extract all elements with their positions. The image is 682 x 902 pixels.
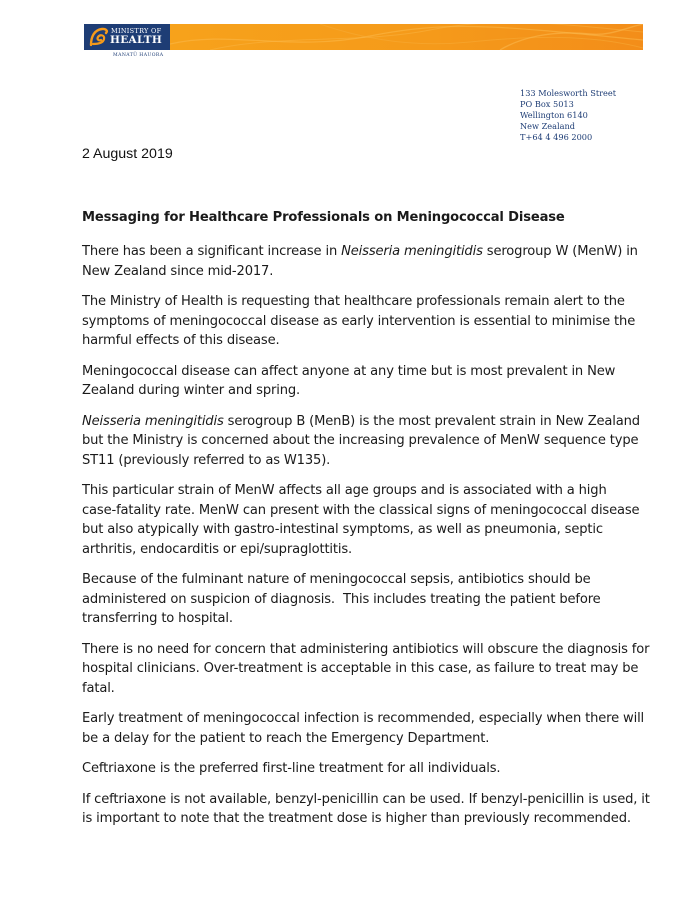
paragraph-1 <box>82 242 642 281</box>
paragraph-2 <box>82 292 642 351</box>
letterhead <box>84 24 643 60</box>
paragraph-line: symptoms of meningococcal disease as early intervention is essential to minimise the <box>82 313 636 329</box>
paragraph-line: but the Ministry is concerned about the increasing prevalence of MenW sequence type <box>82 433 639 448</box>
paragraph-line: Ceftriaxone is the preferred first-line treatment for all individuals. <box>82 761 501 776</box>
address-phone: T+64 4 496 2000 <box>520 132 593 142</box>
paragraph-line: is important to note that the treatment dose is higher than previously recommended. <box>82 811 631 826</box>
paragraph-line: but also atypically with gastro-intestinal symptoms, as well as pneumonia, septic <box>82 522 603 537</box>
logo-tagline: MANATŪ HAUORA <box>113 53 164 58</box>
text-run: serogroup W (MenW) in <box>482 244 638 259</box>
paragraph-8 <box>82 709 645 748</box>
text-run: serogroup B (MenB) is the most prevalent strain in New Zealand <box>223 413 640 429</box>
paragraph-line: ST11 (previously referred to as W135). <box>82 452 331 468</box>
address-country: New Zealand <box>520 121 576 131</box>
paragraph-line: Early treatment of meningococcal infection is recommended, especially when there will <box>82 711 645 726</box>
paragraph-4 <box>82 412 642 471</box>
paragraph-7 <box>82 640 650 699</box>
paragraph-line: If ceftriaxone is not available, benzyl-penicillin can be used. If benzyl-penicillin is used, it <box>82 791 650 807</box>
paragraph-line: Because of the fulminant nature of meningococcal sepsis, antibiotics should be <box>82 572 591 587</box>
decorative-swirl-icon <box>170 24 643 50</box>
letter-body <box>82 208 650 840</box>
paragraph-line: transferring to hospital. <box>82 611 233 626</box>
paragraph-line <box>82 412 642 432</box>
koru-icon <box>88 27 110 47</box>
paragraph-line: Zealand during winter and spring. <box>82 383 301 398</box>
logo-line-2: HEALTH <box>110 34 163 46</box>
sender-address <box>520 88 616 143</box>
paragraph-line: administered on suspicion of diagnosis. This includes treating the patient before <box>82 591 601 607</box>
paragraph-6 <box>82 570 642 629</box>
paragraph-line: hospital clinicians. Over-treatment is acceptable in this case, as failure to treat may be <box>82 661 639 676</box>
paragraph-5 <box>82 481 642 559</box>
paragraph-line: There is no need for concern that administering antibiotics will obscure the diagnosis for <box>82 641 650 657</box>
paragraph-line: case-fatality rate. MenW can present with the classical signs of meningococcal disease <box>82 502 640 518</box>
ministry-logo <box>84 24 170 50</box>
italic-species-name: Neisseria meningitidis <box>82 413 224 429</box>
paragraph-10 <box>82 790 650 829</box>
paragraph-line: The Ministry of Health is requesting that healthcare professionals remain alert to the <box>82 294 625 309</box>
address-city: Wellington 6140 <box>520 110 588 120</box>
paragraph-3 <box>82 362 642 401</box>
paragraph-line: fatal. <box>82 680 115 696</box>
paragraph-line: arthritis, endocarditis or epi/supraglottitis. <box>82 541 353 557</box>
address-street: 133 Molesworth Street <box>520 88 617 98</box>
paragraph-line: be a delay for the patient to reach the Emergency Department. <box>82 730 490 746</box>
letter-heading: Messaging for Healthcare Professionals on Meningococcal Disease <box>82 210 565 225</box>
paragraph-line: This particular strain of MenW affects all age groups and is associated with a high <box>82 483 607 498</box>
address-po-box: PO Box 5013 <box>520 99 574 109</box>
logo-line-1: MINISTRY OF <box>111 27 162 35</box>
paragraph-line: harmful effects of this disease. <box>82 333 280 348</box>
paragraph-line: Meningococcal disease can affect anyone at any time but is most prevalent in New <box>82 363 616 379</box>
italic-species-name: Neisseria meningitidis <box>341 244 483 259</box>
paragraph-line <box>82 242 642 262</box>
paragraph-9 <box>82 759 642 779</box>
paragraph-line: New Zealand since mid-2017. <box>82 263 274 279</box>
text-run: There has been a significant increase in <box>82 244 342 259</box>
header-orange-band <box>170 24 643 50</box>
letter-date: 2 August 2019 <box>82 146 173 162</box>
